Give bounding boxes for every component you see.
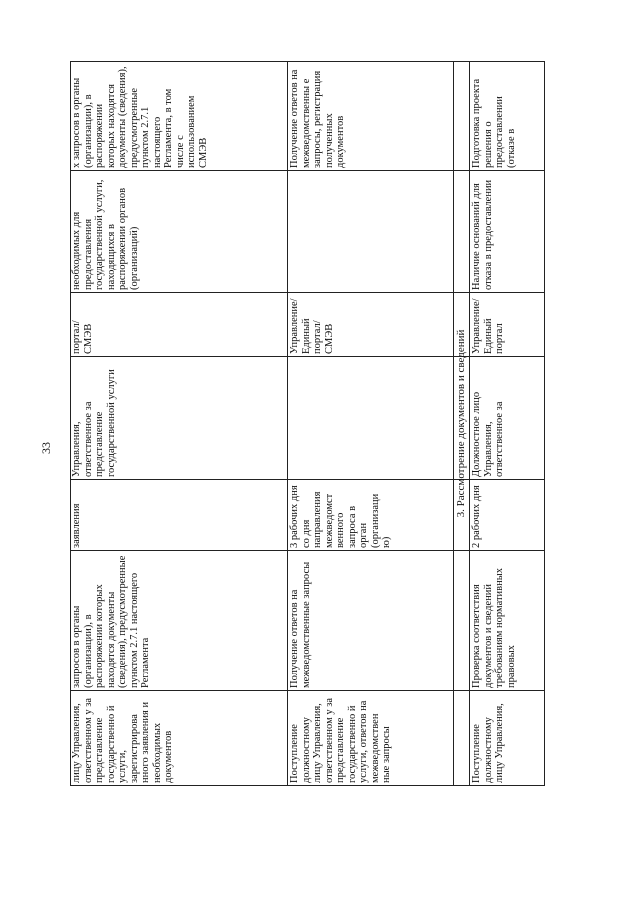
table-cell: Управление/ Единый портал — [471, 298, 505, 354]
table-cell: Наличие оснований для отказа в предоставлении — [471, 179, 494, 290]
table-cell: заявления — [71, 503, 82, 548]
page-number: 33 — [39, 442, 53, 454]
table-cell: Управления, ответственное за представление государственной услуги — [71, 369, 117, 477]
section-heading: 3. Рассмотрение документов и сведений — [455, 329, 467, 518]
table-cell: 2 рабочих дня — [471, 485, 482, 548]
table-cell: Получение ответов на межведомственные запросы — [289, 561, 312, 688]
table-cell: Проверка соответствия документов и сведений требованиям нормативных правовых — [471, 567, 517, 688]
table-cell: Поступление должностному лицу Управления, — [471, 703, 505, 783]
table-cell: портал/ СМЭВ — [71, 320, 94, 354]
table-border — [544, 61, 545, 786]
table-cell: запросов в органы (организации), в распоряжении которых находятся документы (сведения), предусмотренные пунктом 2.7.1 настоящего Регламента — [71, 555, 151, 688]
table-cell: Подготовка проекта решения о предоставлении (отказе в — [471, 78, 517, 168]
table-cell: лицу Управления, ответственном у за представление государственно й услуги, зарегистрирова нного заявления и необходимых документов — [71, 697, 174, 783]
table-cell — [289, 171, 452, 293]
table-divider — [287, 61, 288, 786]
table-cell: необходимых для предоставления государственной услуги, находящихся в распоряжении органов (организаций) — [71, 179, 140, 290]
table-cell: х запросов в органы (организации), в распоряжении которых находятся документы (сведения), предусмотренные пунктом 2.7.1 настоящего Регламента, в том числе с использованием СМЭВ — [71, 66, 209, 168]
table-cell: Получение ответов на межведомственны е запросы, регистрация полученных документов — [289, 69, 346, 168]
table-cell: 3 рабочих дня со дня направления межведомст венного запроса в орган (организаци ю) — [289, 485, 392, 548]
table-cell: Поступление должностному лицу Управления, ответственном у за представление государственно й услуги, ответов на межведомствен ные запросы — [289, 697, 392, 783]
document-table — [70, 61, 545, 786]
table-cell: Управление/ Единый портал/ СМЭВ — [289, 298, 335, 354]
table-cell: Должностное лицо Управления, ответственное за — [471, 391, 505, 477]
table-cell — [289, 357, 452, 480]
table-divider — [469, 61, 470, 786]
